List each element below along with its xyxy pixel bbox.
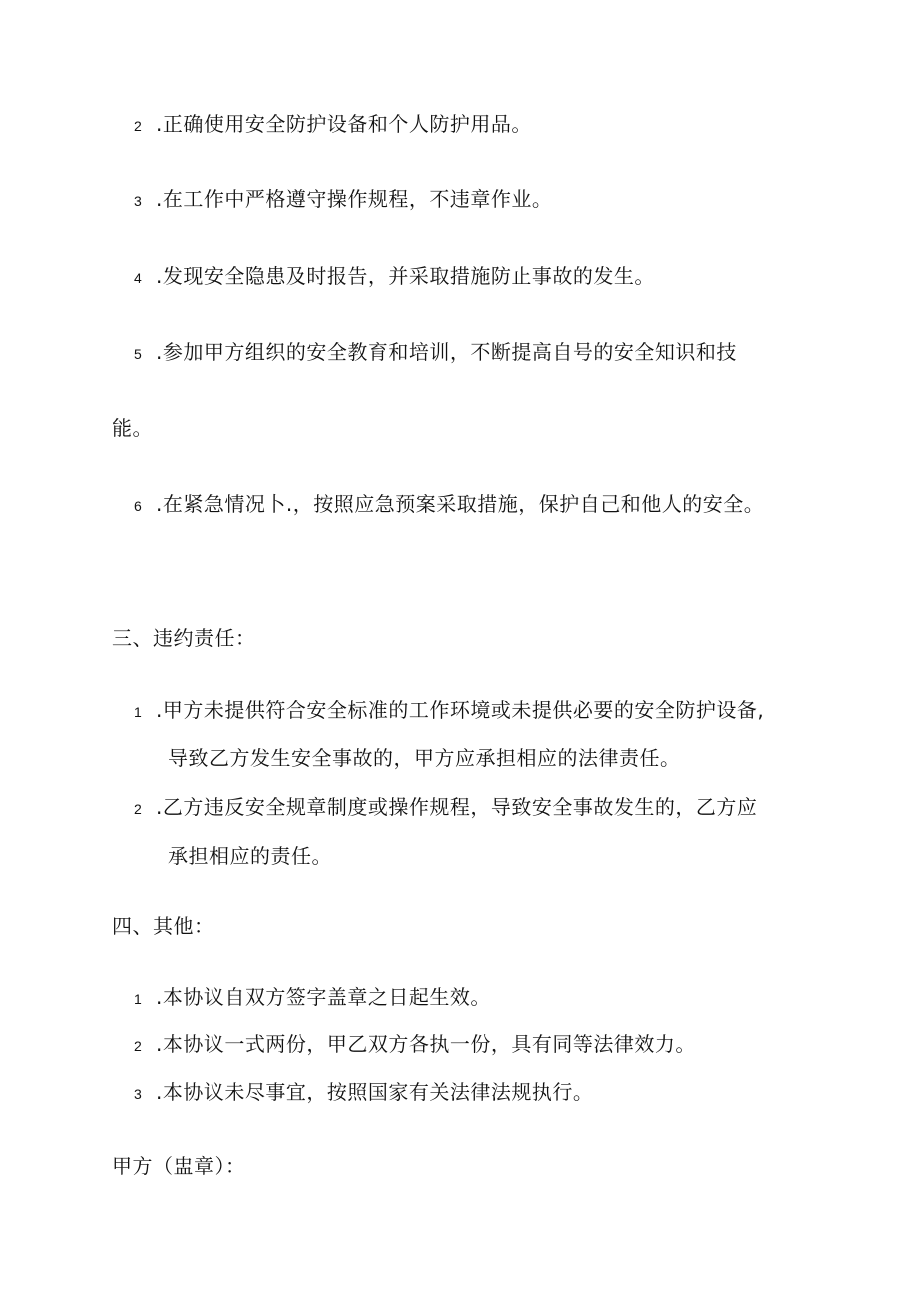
item-text: .在工作中严格遵守操作规程，不违章作业。 — [156, 187, 553, 211]
item-text: .本协议自双方签字盖章之日起生效。 — [156, 985, 491, 1009]
item-text: .参加甲方组织的安全教育和培训，不断提高自号的安全知识和技 — [156, 340, 737, 364]
item-number: 5 — [134, 346, 143, 362]
item-number: 2 — [134, 118, 143, 134]
list-item — [134, 696, 764, 726]
item-text: .发现安全隐患及时报告，并采取措施防止事故的发生。 — [156, 264, 655, 288]
list-item-continuation: 能。 — [112, 416, 153, 440]
list-item — [134, 983, 491, 1013]
item-number: 2 — [134, 801, 143, 817]
list-item — [134, 1030, 696, 1060]
item-text: .正确使用安全防护设备和个人防护用品。 — [156, 112, 532, 136]
item-text: .本协议未尽事宜，按照国家有关法律法规执行。 — [156, 1080, 594, 1104]
list-item — [134, 185, 552, 215]
list-item-continuation: 导致乙方发生安全事故的，甲方应承担相应的法律责任。 — [168, 746, 681, 770]
list-item-continuation: 承担相应的责任。 — [168, 844, 332, 868]
item-text: .乙方违反安全规章制度或操作规程，导致安全事故发生的，乙方应 — [156, 795, 758, 819]
item-number: 4 — [134, 270, 143, 286]
item-number: 1 — [134, 704, 143, 720]
item-text: .本协议一式两份，甲乙双方各执一份，具有同等法律效力。 — [156, 1032, 696, 1056]
item-number: 3 — [134, 193, 143, 209]
section-heading: 四、其他： — [112, 914, 215, 938]
item-text: .甲方未提供符合安全标准的工作环境或未提供必要的安全防护设备, — [156, 698, 765, 722]
list-item — [134, 490, 764, 520]
list-item — [134, 110, 532, 140]
list-item — [134, 793, 757, 823]
party-a-seal-label: 甲方（盅章）： — [112, 1154, 246, 1178]
list-item — [134, 338, 737, 368]
item-text: .在紧急情况卜.，按照应急预案采取措施，保护自己和他人的安全。 — [156, 492, 765, 516]
list-item — [134, 1078, 593, 1108]
item-number: 6 — [134, 498, 143, 514]
section-heading: 三、违约责任： — [112, 626, 256, 650]
item-number: 3 — [134, 1086, 143, 1102]
item-number: 1 — [134, 991, 143, 1007]
list-item — [134, 262, 655, 292]
item-number: 2 — [134, 1038, 143, 1054]
